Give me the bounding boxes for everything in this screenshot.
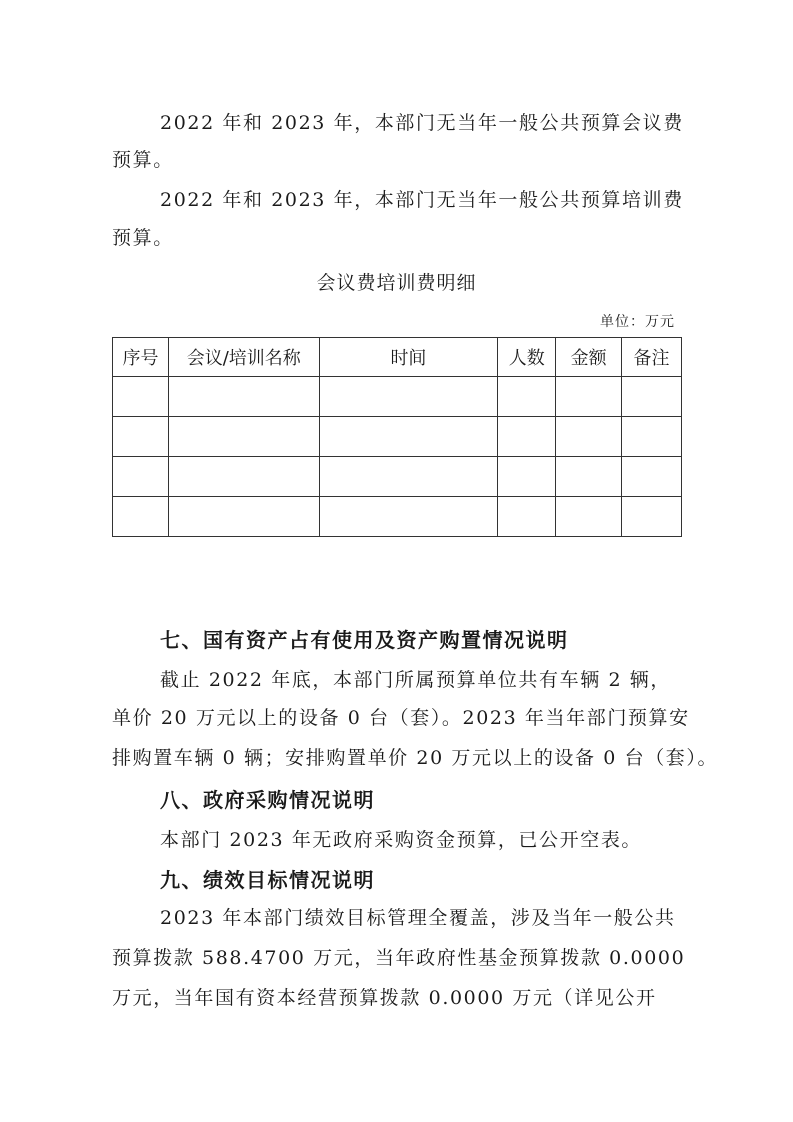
table-cell (498, 377, 556, 417)
table-cell (622, 377, 682, 417)
table-cell (498, 457, 556, 497)
table-cell (113, 417, 169, 457)
table-row (113, 457, 682, 497)
table-cell (319, 497, 498, 537)
section-heading: 八、政府采购情况说明 (160, 788, 375, 812)
table-cell (498, 417, 556, 457)
section-heading: 九、绩效目标情况说明 (160, 868, 375, 892)
table-cell (556, 457, 622, 497)
table-unit-label: 单位：万元 (600, 314, 675, 330)
table-cell (168, 377, 319, 417)
column-header-time: 时间 (319, 338, 498, 377)
table-cell (556, 377, 622, 417)
table-cell (622, 417, 682, 457)
text-line: 2022 年和 2023 年，本部门无当年一般公共预算培训费 (160, 189, 684, 211)
table-row (113, 497, 682, 537)
table-cell (168, 497, 319, 537)
table-cell (319, 377, 498, 417)
table-cell (622, 457, 682, 497)
column-header-attendees: 人数 (498, 338, 556, 377)
table-cell (319, 417, 498, 457)
column-header-index: 序号 (113, 338, 169, 377)
table-cell (622, 497, 682, 537)
meeting-training-fee-table (112, 337, 682, 537)
column-header-amount: 金额 (556, 338, 622, 377)
table-row (113, 377, 682, 417)
table-cell (168, 457, 319, 497)
text-line: 预算。 (112, 227, 174, 249)
text-line: 2023 年本部门绩效目标管理全覆盖，涉及当年一般公共 (160, 907, 676, 929)
text-line: 预算。 (112, 149, 174, 171)
table-title: 会议费培训费明细 (316, 272, 477, 294)
text-line: 本部门 2023 年无政府采购资金预算，已公开空表。 (160, 829, 643, 851)
table-header-row (113, 338, 682, 377)
section-heading: 七、国有资产占有使用及资产购置情况说明 (160, 628, 569, 652)
text-line: 单价 20 万元以上的设备 0 台（套）。2023 年当年部门预算安 (112, 707, 690, 729)
table-cell (556, 497, 622, 537)
table-cell (319, 457, 498, 497)
table-cell (113, 377, 169, 417)
text-line: 2022 年和 2023 年，本部门无当年一般公共预算会议费 (160, 112, 684, 134)
table-cell (113, 497, 169, 537)
column-header-remarks: 备注 (622, 338, 682, 377)
table-row (113, 417, 682, 457)
table-cell (168, 417, 319, 457)
column-header-name: 会议/培训名称 (168, 338, 319, 377)
text-line: 截止 2022 年底，本部门所属预算单位共有车辆 2 辆， (160, 669, 672, 691)
table-cell (113, 457, 169, 497)
text-line: 排购置车辆 0 辆；安排购置单价 20 万元以上的设备 0 台（套）。 (112, 747, 719, 769)
text-line: 万元，当年国有资本经营预算拨款 0.0000 万元（详见公开 (112, 987, 657, 1009)
text-line: 预算拨款 588.4700 万元，当年政府性基金预算拨款 0.0000 (112, 947, 686, 969)
table-cell (498, 497, 556, 537)
table-cell (556, 417, 622, 457)
